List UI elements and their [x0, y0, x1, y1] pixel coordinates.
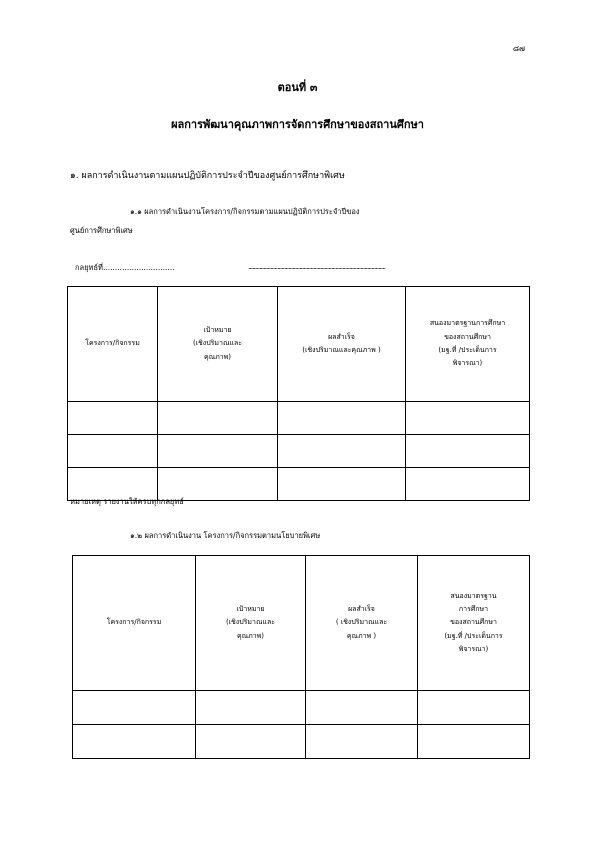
header-standard: [406, 287, 530, 402]
table-cell[interactable]: [278, 468, 406, 501]
table-cell[interactable]: [278, 402, 406, 435]
table-cell[interactable]: [73, 691, 196, 725]
table-row: [68, 435, 530, 468]
subsection-1-1-heading-continued: ศูนย์การศึกษาพิเศษ: [70, 226, 133, 235]
header-target-line: (เชิงปริมาณและ: [225, 618, 276, 627]
header-result-line: ผลสำเร็จ: [348, 605, 375, 614]
header-standard-line: พิจารณา): [458, 644, 489, 653]
header-standard-line: (มฐ.ที่ /ประเด็นการ: [438, 346, 497, 354]
header-result-line: ผลสำเร็จ: [328, 332, 355, 341]
table-cell[interactable]: [418, 725, 530, 759]
header-project-label: โครงการ/กิจกรรม: [106, 618, 162, 627]
header-project: [68, 287, 158, 402]
table-cell[interactable]: [68, 435, 158, 468]
header-standard-line: พิจารณา): [452, 359, 483, 368]
header-result-line: (เชิงปริมาณและคุณภาพ ): [302, 346, 381, 354]
header-target-line: เป้าหมาย: [236, 605, 265, 614]
header-target-line: เป้าหมาย: [203, 326, 232, 335]
special-policy-results-table: [72, 555, 530, 759]
table-cell[interactable]: [196, 691, 306, 725]
header-target-line: (เชิงปริมาณและ: [192, 339, 243, 348]
header-standard: [418, 556, 530, 691]
table-header-row: [73, 556, 530, 691]
table-cell[interactable]: [306, 725, 418, 759]
table-cell[interactable]: [196, 725, 306, 759]
subsection-1-2-heading: ๑.๒ ผลการดำเนินงาน โครงการ/กิจกรรมตามนโยบายพิเศษ: [130, 531, 321, 540]
table-cell[interactable]: [158, 435, 278, 468]
header-target-line: คุณภาพ): [236, 631, 265, 640]
header-result-line: ( เชิงปริมาณและ: [335, 618, 388, 627]
header-standard-line: การศึกษา: [458, 605, 489, 614]
project-results-table: [67, 286, 530, 501]
note-text: หมายเหตุ รายงานให้ครบทุกกลยุทธ์: [70, 497, 184, 506]
part-title: ตอนที่ ๓: [277, 81, 318, 94]
table-header-row: [68, 287, 530, 402]
table-row: [73, 691, 530, 725]
section-1-heading: ๑. ผลการดำเนินงานตามแผนปฏิบัติการประจำปีของศูนย์การศึกษาพิเศษ: [70, 171, 345, 181]
page-number: ๘๗: [512, 44, 525, 53]
header-target-line: คุณภาพ): [203, 352, 232, 361]
header-result: [278, 287, 406, 402]
table-cell[interactable]: [406, 435, 530, 468]
header-project: [73, 556, 196, 691]
table-cell[interactable]: [278, 435, 406, 468]
header-standard-line: สนองมาตรฐานการศึกษา: [429, 319, 506, 328]
header-target: [196, 556, 306, 691]
header-result-line: คุณภาพ ): [346, 631, 377, 640]
table-cell[interactable]: [406, 402, 530, 435]
header-standard-line: ของสถานศึกษา: [444, 332, 491, 341]
header-standard-line: (มฐ.ที่ /ประเด็นการ: [444, 631, 503, 640]
table-cell[interactable]: [158, 402, 278, 435]
subsection-1-1-heading: ๑.๑ ผลการดำเนินงานโครงการ/กิจกรรมตามแผนปฏิบัติการประจำปีของ: [130, 207, 360, 216]
table-cell[interactable]: [406, 468, 530, 501]
header-standard-line: ของสถานศึกษา: [450, 618, 497, 627]
header-result: [306, 556, 418, 691]
table-cell[interactable]: [306, 691, 418, 725]
table-cell[interactable]: [418, 691, 530, 725]
header-standard-line: สนองมาตรฐาน: [450, 591, 497, 600]
header-project-label: โครงการ/กิจกรรม: [85, 339, 140, 348]
header-target: [158, 287, 278, 402]
table-cell[interactable]: [68, 402, 158, 435]
part-subtitle: ผลการพัฒนาคุณภาพการจัดการศึกษาของสถานศึกษา: [171, 118, 424, 131]
table-cell[interactable]: [73, 725, 196, 759]
strategy-number-field: กลยุทธ์ที่..............................: [75, 263, 175, 272]
table-row: [73, 725, 530, 759]
table-row: [68, 402, 530, 435]
strategy-name-field: ...................................................................................................: [248, 262, 386, 271]
